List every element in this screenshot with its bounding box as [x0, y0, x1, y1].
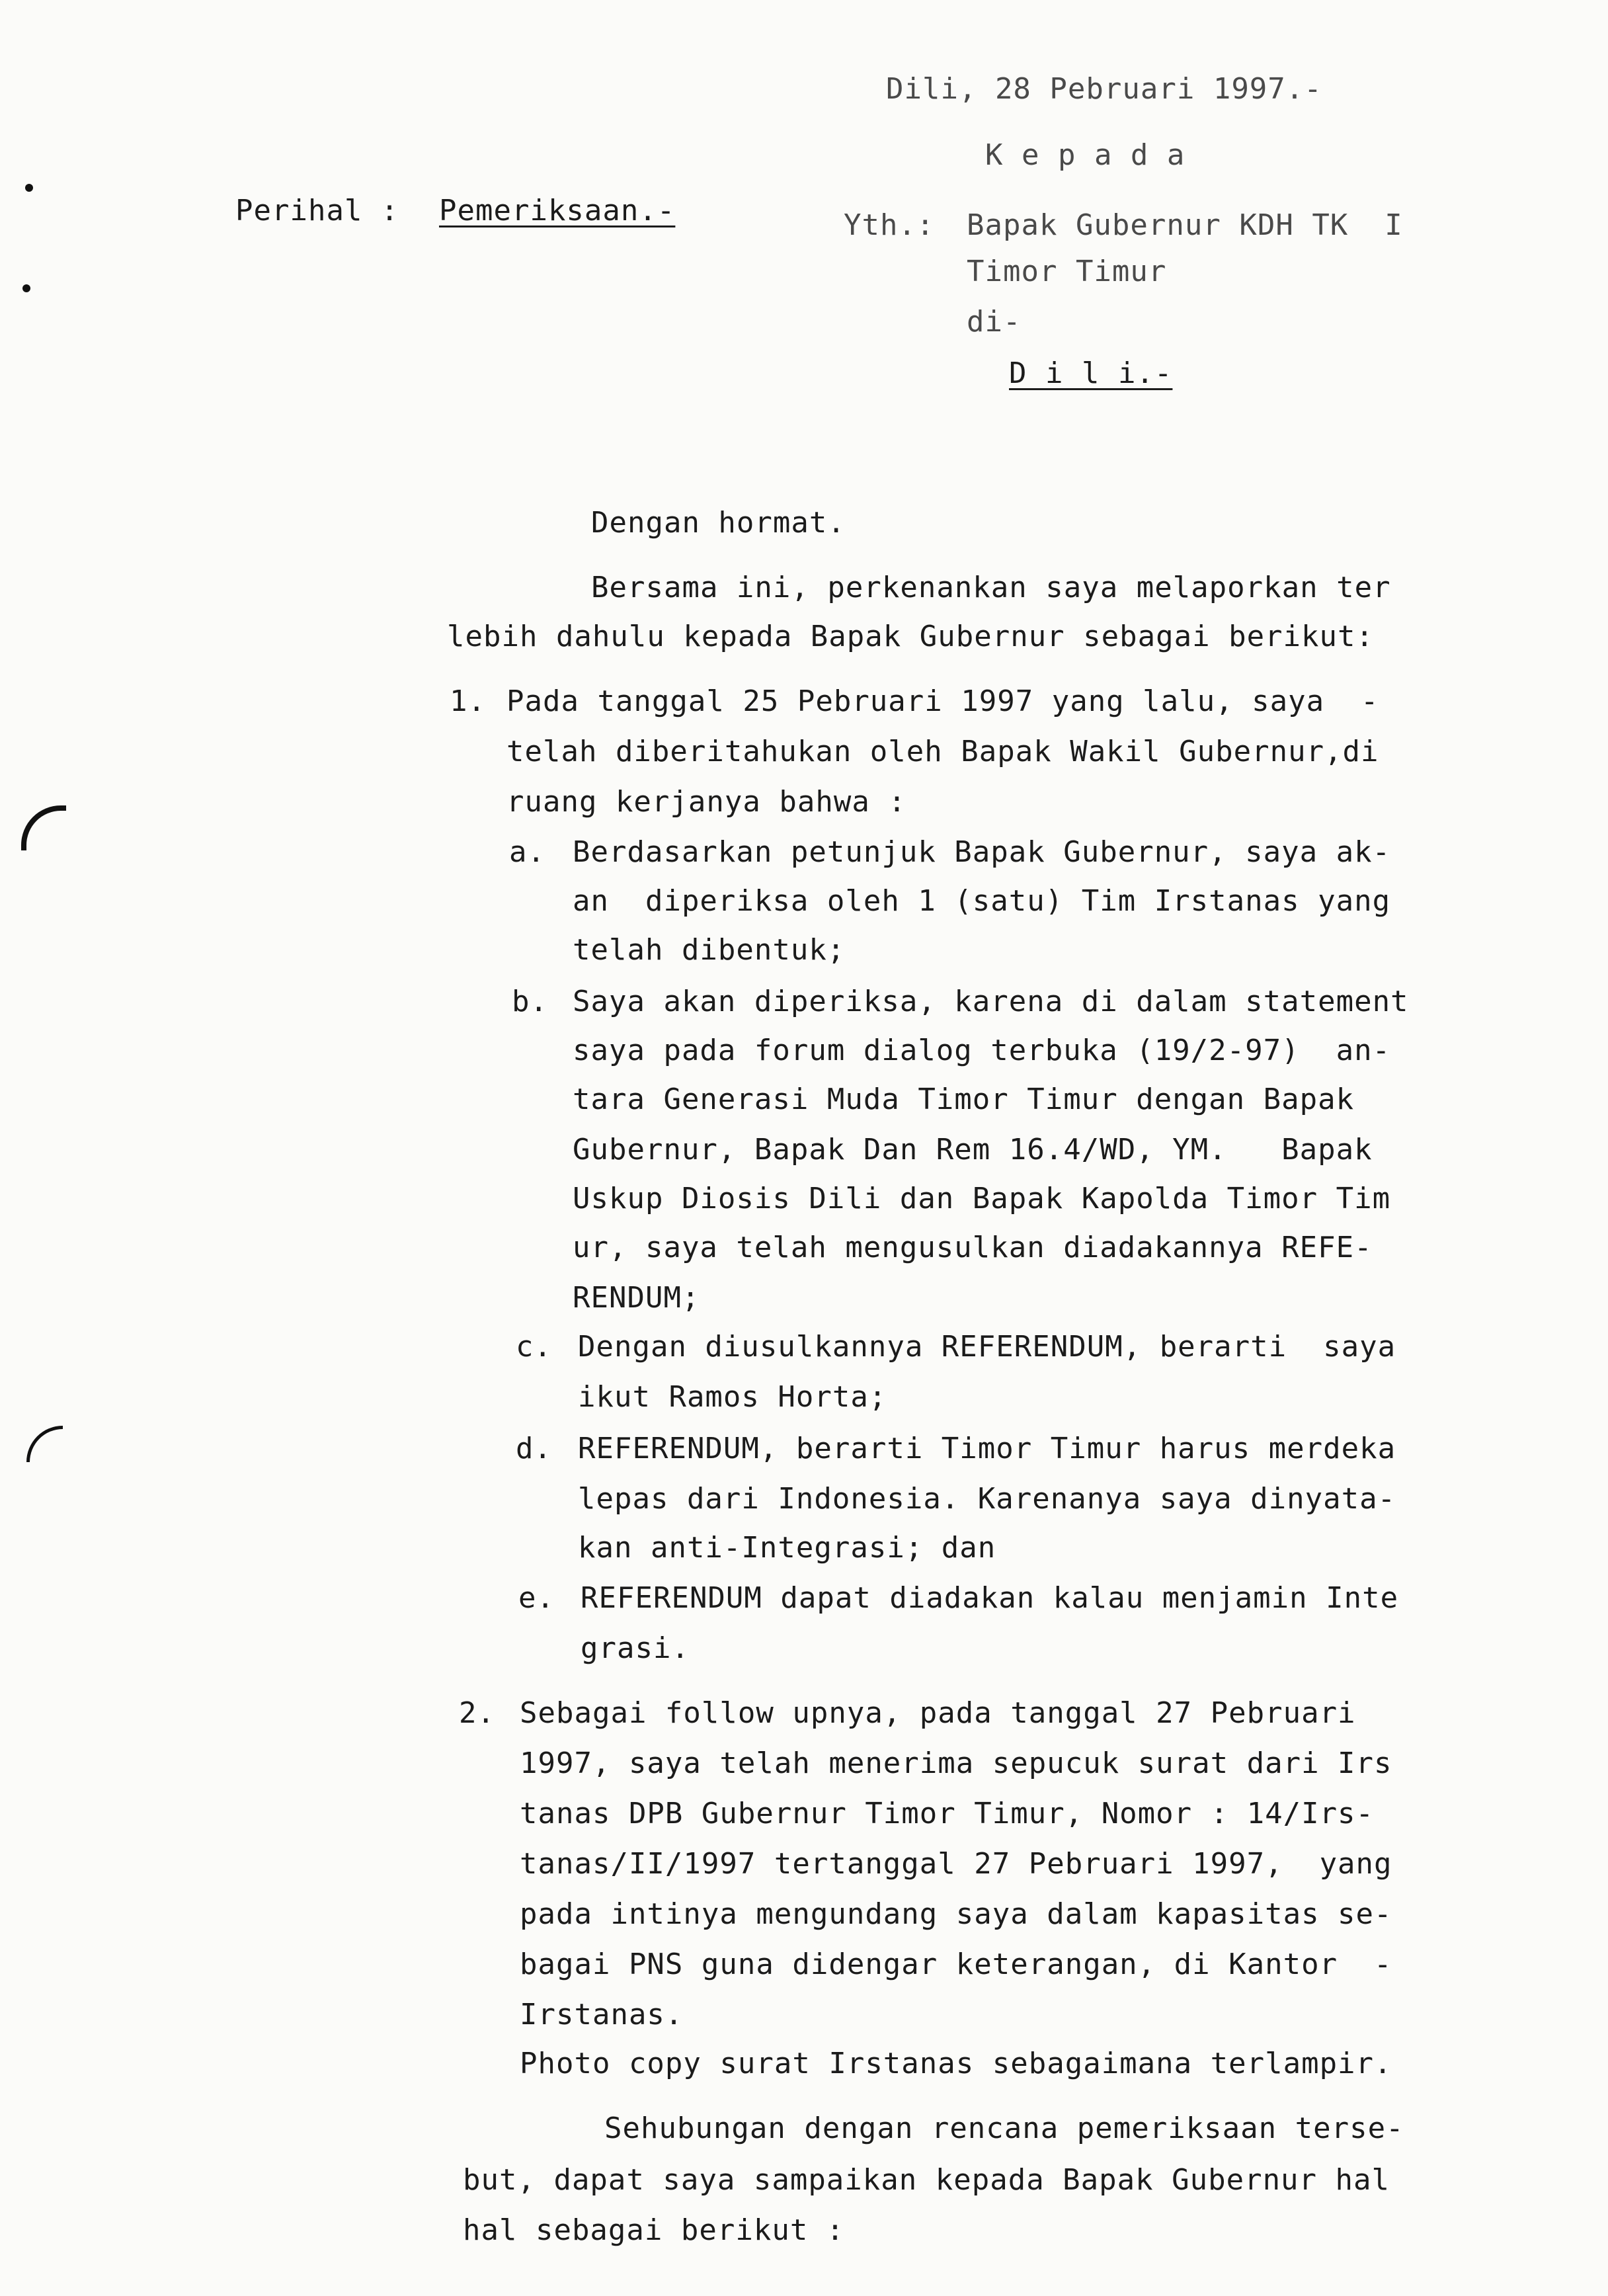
intro-line1: Bersama ini, perkenankan saya melaporkan ter — [591, 571, 1391, 604]
subitem-d-line: REFERENDUM, berarti Timor Timur harus merdeka — [578, 1432, 1396, 1465]
subitem-a-line: telah dibentuk; — [573, 933, 846, 967]
subitem-b-line: Gubernur, Bapak Dan Rem 16.4/WD, YM. Bapak — [573, 1133, 1373, 1167]
punch-hole-dot — [25, 184, 33, 192]
closing-line3: hal sebagai berikut : — [463, 2213, 845, 2247]
subitem-b-letter: b. — [512, 985, 548, 1018]
item1-line: telah diberitahukan oleh Bapak Wakil Gubernur,di — [506, 735, 1379, 768]
item1-line: ruang kerjanya bahwa : — [506, 785, 906, 819]
addressee-city: D i l i.- — [1009, 356, 1173, 390]
salutation: Dengan hormat. — [591, 506, 846, 540]
subitem-c-line: ikut Ramos Horta; — [578, 1380, 887, 1414]
subitem-b-line: Saya akan diperiksa, karena di dalam statement — [573, 985, 1409, 1018]
item2-line: bagai PNS guna didengar keterangan, di Kantor - — [520, 1948, 1392, 1981]
subitem-e-line: REFERENDUM dapat diadakan kalau menjamin Inte — [581, 1581, 1399, 1615]
addressee-line3: di- — [967, 305, 1022, 339]
yth-label: Yth.: — [844, 208, 935, 242]
subitem-c-line: Dengan diusulkannya REFERENDUM, berarti saya — [578, 1330, 1396, 1364]
subitem-b-line: saya pada forum dialog terbuka (19/2-97) an- — [573, 1034, 1391, 1067]
subitem-a-letter: a. — [509, 835, 545, 869]
closing-line1: Sehubungan dengan rencana pemeriksaan terse- — [604, 2112, 1404, 2145]
item2-line: tanas/II/1997 tertanggal 27 Pebruari 1997, yang — [520, 1847, 1392, 1881]
subject-label: Perihal : — [235, 194, 399, 227]
kepada-label: K e p a d a — [985, 138, 1186, 172]
subitem-d-letter: d. — [516, 1432, 552, 1465]
punch-hole-dot — [22, 284, 30, 292]
place-date: Dili, 28 Pebruari 1997.- — [886, 72, 1322, 106]
subitem-b-line: RENDUM; — [573, 1281, 700, 1315]
subitem-e-letter: e. — [518, 1581, 555, 1615]
scan-artifact-arc — [26, 1426, 63, 1462]
scan-artifact-arc — [21, 805, 66, 850]
subitem-b-line: tara Generasi Muda Timor Timur dengan Bapak — [573, 1083, 1355, 1116]
item2-line: pada intinya mengundang saya dalam kapasitas se- — [520, 1897, 1392, 1931]
intro-line2: lebih dahulu kepada Bapak Gubernur sebagai berikut: — [447, 620, 1375, 653]
item1-line: Pada tanggal 25 Pebruari 1997 yang lalu, saya - — [506, 684, 1379, 718]
item2-line: Irstanas. — [520, 1998, 684, 2031]
subitem-b-line: ur, saya telah mengusulkan diadakannya REFE- — [573, 1231, 1373, 1264]
subject-value: Pemeriksaan.- — [439, 194, 676, 227]
item2-line: 1997, saya telah menerima sepucuk surat dari Irs — [520, 1746, 1392, 1780]
addressee-line1: Bapak Gubernur KDH TK I — [967, 208, 1403, 242]
subitem-d-line: kan anti-Integrasi; dan — [578, 1531, 996, 1565]
subitem-e-line: grasi. — [581, 1631, 690, 1665]
subitem-b-line: Uskup Diosis Dili dan Bapak Kapolda Timor Tim — [573, 1182, 1391, 1215]
item2-number: 2. — [459, 1696, 495, 1730]
subitem-c-letter: c. — [516, 1330, 552, 1364]
closing-line2: but, dapat saya sampaikan kepada Bapak Gubernur hal — [463, 2163, 1390, 2197]
item1-number: 1. — [450, 684, 486, 718]
subitem-a-line: an diperiksa oleh 1 (satu) Tim Irstanas yang — [573, 884, 1391, 918]
subitem-a-line: Berdasarkan petunjuk Bapak Gubernur, saya ak- — [573, 835, 1391, 869]
item2-line: Photo copy surat Irstanas sebagaimana terlampir. — [520, 2047, 1392, 2080]
item2-line: tanas DPB Gubernur Timor Timur, Nomor : 14/Irs- — [520, 1797, 1375, 1830]
item2-line: Sebagai follow upnya, pada tanggal 27 Pebruari — [520, 1696, 1356, 1730]
addressee-line2: Timor Timur — [967, 255, 1167, 288]
subitem-d-line: lepas dari Indonesia. Karenanya saya dinyata- — [578, 1482, 1396, 1516]
